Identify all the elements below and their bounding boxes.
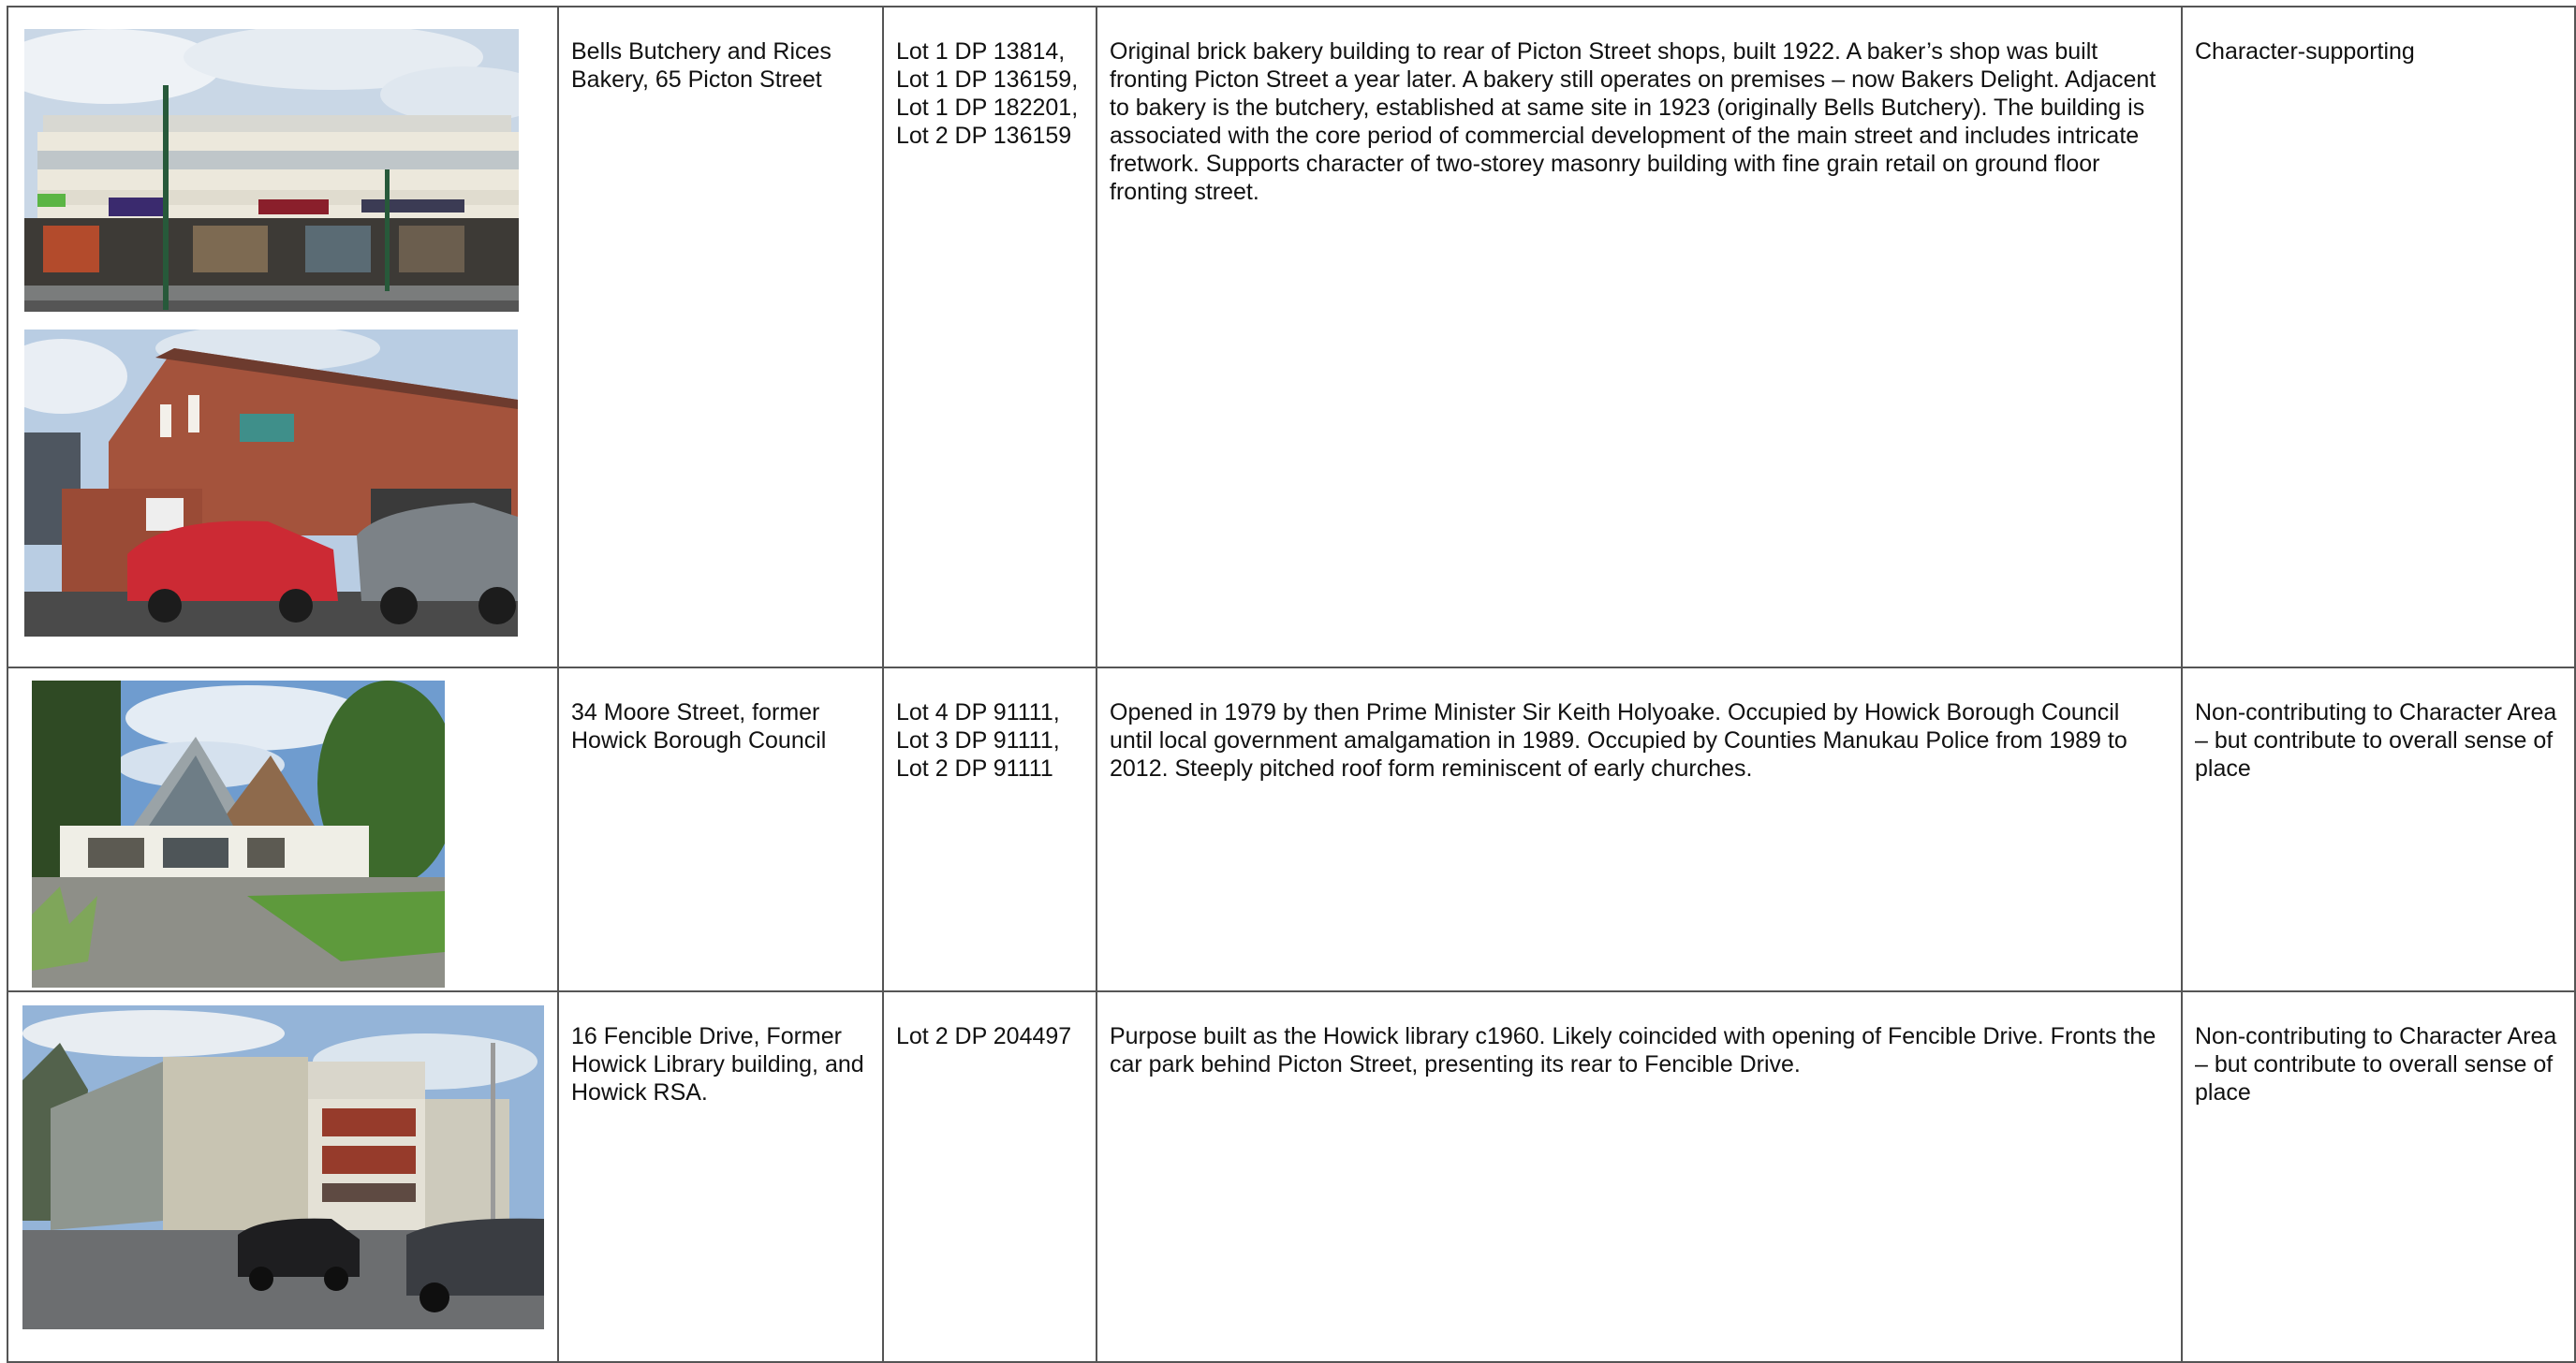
history-description: Original brick bakery building to rear of Picton Street shops, built 1922. A baker’s shop was built fronting Picton Street a year later. A bakery still operates on premises – now Bakers Delight. Adjacent to bakery is the butchery, established at same site in 1923 (originally Bells Butchery). The building is associated with the core period of commercial development of the main street and includes intricate fretwork. Supports character of two-storey masonry building with fine grain retail on ground floor fronting street. <box>1110 38 2156 205</box>
name-cell <box>558 667 883 991</box>
legal-description: Lot 2 DP 204497 <box>896 1023 1072 1049</box>
desc-cell <box>1097 991 2182 1362</box>
council-building-photo <box>32 681 445 988</box>
status-cell <box>2182 7 2575 667</box>
place-name: 34 Moore Street, former Howick Borough Council <box>571 699 827 754</box>
status-cell <box>2182 991 2575 1362</box>
brick-bakery-photo <box>24 330 518 637</box>
shopfront-photo <box>24 29 519 312</box>
name-cell <box>558 991 883 1362</box>
place-name: Bells Butchery and Rices Bakery, 65 Picton Street <box>571 38 832 93</box>
desc-cell <box>1097 7 2182 667</box>
history-description: Purpose built as the Howick library c1960. Likely coincided with opening of Fencible Drive. Fronts the car park behind Picton Street, presenting its rear to Fencible Drive. <box>1110 1023 2156 1077</box>
lot-cell <box>883 991 1097 1362</box>
legal-description: Lot 1 DP 13814, Lot 1 DP 136159, Lot 1 DP 182201, Lot 2 DP 136159 <box>896 38 1079 149</box>
desc-cell <box>1097 667 2182 991</box>
name-cell <box>558 7 883 667</box>
history-description: Opened in 1979 by then Prime Minister Sir Keith Holyoake. Occupied by Howick Borough Council until local government amalgamation in 1989. Occupied by Counties Manukau Police from 1989 to 2012. Steeply pitched roof form reminiscent of early churches. <box>1110 699 2127 782</box>
place-name: 16 Fencible Drive, Former Howick Library building, and Howick RSA. <box>571 1023 864 1106</box>
status-cell <box>2182 667 2575 991</box>
library-building-photo <box>22 1005 544 1329</box>
character-status: Character-supporting <box>2195 38 2415 65</box>
legal-description: Lot 4 DP 91111, Lot 3 DP 91111, Lot 2 DP 91111 <box>896 699 1060 782</box>
lot-cell <box>883 7 1097 667</box>
character-status: Non-contributing to Character Area – but contribute to overall sense of place <box>2195 699 2557 782</box>
character-status: Non-contributing to Character Area – but contribute to overall sense of place <box>2195 1023 2557 1106</box>
lot-cell <box>883 667 1097 991</box>
